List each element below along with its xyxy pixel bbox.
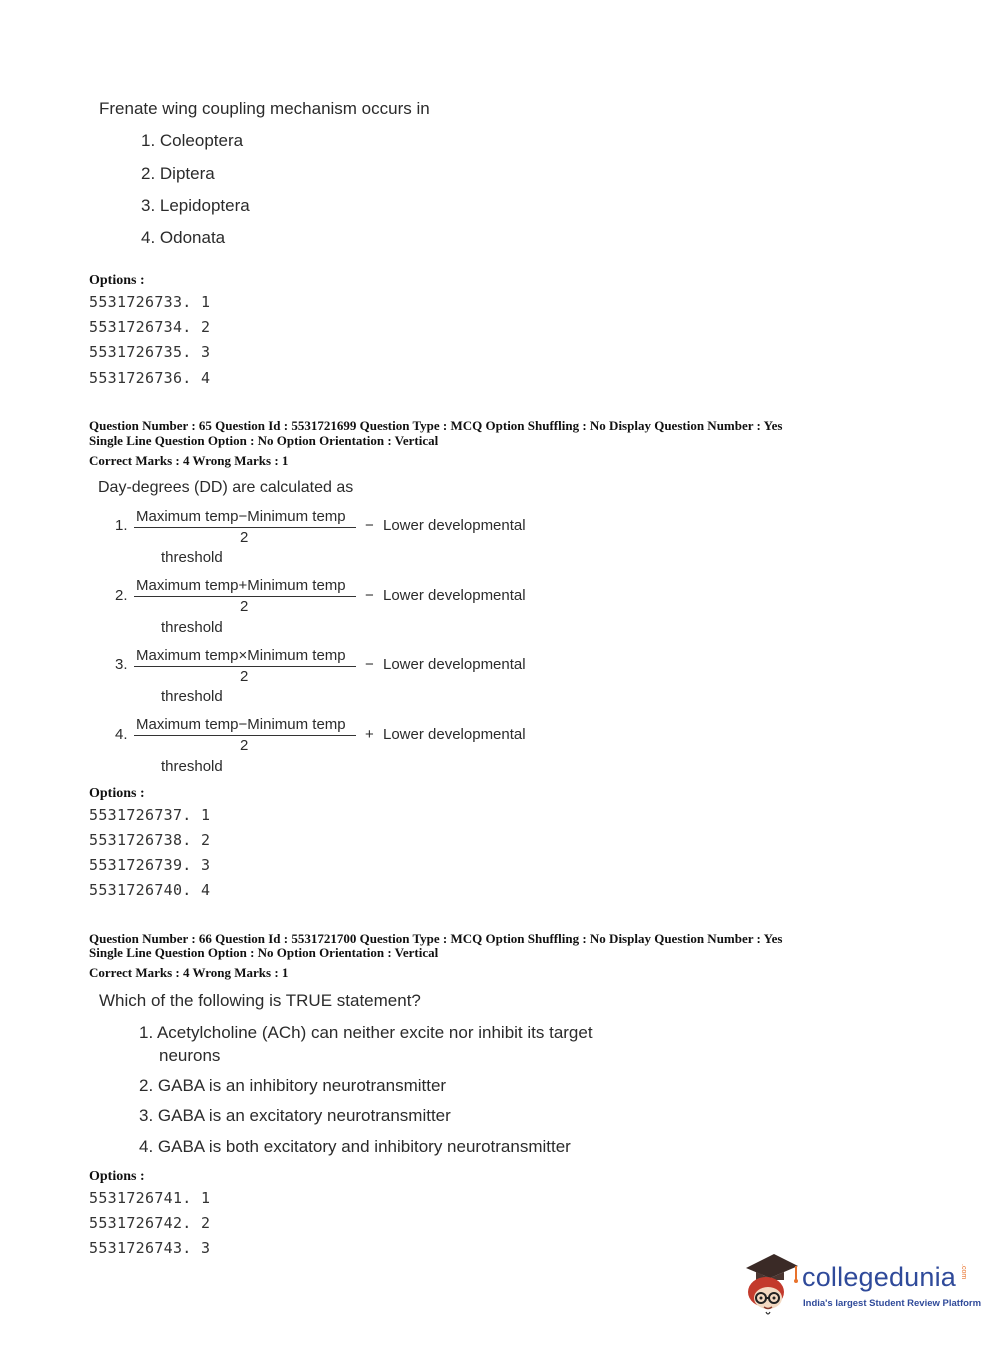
q65-formula-2-denominator: 2: [240, 598, 249, 615]
q65-formula-2-rest: Lower developmental: [383, 587, 526, 604]
q65-option-1: 5531726737. 1: [89, 806, 211, 824]
q66-meta-line-2: Single Line Question Option : No Option Orientation : Vertical: [89, 945, 439, 960]
q64-item-2: 2. Diptera: [141, 164, 215, 183]
q66-meta-line-1: Question Number : 66 Question Id : 5531721700 Question Type : MCQ Option Shuffling : No Display Question Number : Yes: [89, 931, 783, 946]
q65-formula-1-rest: Lower developmental: [383, 517, 526, 534]
q65-formula-3-index: 3.: [115, 656, 128, 673]
q65-formula-4-fraction-bar: [134, 735, 356, 736]
q65-formula-1-numerator: Maximum temp−Minimum temp: [136, 508, 346, 525]
q66-marks: Correct Marks : 4 Wrong Marks : 1: [89, 965, 289, 980]
q66-option-1: 5531726741. 1: [89, 1189, 211, 1207]
q65-formula-1-tail: threshold: [161, 549, 223, 566]
q65-formula-1-fraction-bar: [134, 527, 356, 528]
q64-option-2: 5531726734. 2: [89, 318, 211, 336]
q66-question-text: Which of the following is TRUE statement?: [99, 991, 421, 1010]
q64-item-4: 4. Odonata: [141, 228, 226, 247]
q65-formula-4-sign: +: [365, 726, 374, 743]
q64-options-label: Options :: [89, 273, 145, 288]
q65-formula-3-denominator: 2: [240, 668, 249, 685]
q65-formula-4-denominator: 2: [240, 737, 249, 754]
q65-formula-1-denominator: 2: [240, 529, 249, 546]
q65-formula-1-sign: −: [365, 517, 374, 534]
q66-item-3: 3. GABA is an excitatory neurotransmitter: [139, 1106, 451, 1125]
q65-formula-2-tail: threshold: [161, 619, 223, 636]
q65-question-text: Day-degrees (DD) are calculated as: [98, 479, 354, 496]
q65-formula-2-fraction-bar: [134, 596, 356, 597]
q66-option-2: 5531726742. 2: [89, 1214, 211, 1232]
q64-option-3: 5531726735. 3: [89, 343, 211, 361]
q66-option-3: 5531726743. 3: [89, 1239, 211, 1257]
q65-option-2: 5531726738. 2: [89, 831, 211, 849]
q65-formula-2-sign: −: [365, 587, 374, 604]
mascot-icon: [740, 1250, 800, 1316]
q64-question-text: Frenate wing coupling mechanism occurs in: [99, 99, 430, 118]
q65-formula-3-sign: −: [365, 656, 374, 673]
q65-meta-line-1: Question Number : 65 Question Id : 5531721699 Question Type : MCQ Option Shuffling : No Display Question Number : Yes: [89, 418, 783, 433]
q65-formula-3-tail: threshold: [161, 688, 223, 705]
logo-com: .com: [960, 1264, 967, 1280]
q65-option-4: 5531726740. 4: [89, 881, 211, 899]
q65-formula-2-index: 2.: [115, 587, 128, 604]
collegedunia-logo[interactable]: [738, 1250, 982, 1320]
q66-item-4: 4. GABA is both excitatory and inhibitory neurotransmitter: [139, 1137, 571, 1156]
q65-formula-3-numerator: Maximum temp×Minimum temp: [136, 647, 346, 664]
q64-item-3: 3. Lepidoptera: [141, 196, 250, 215]
q65-formula-3-fraction-bar: [134, 666, 356, 667]
q65-formula-4-numerator: Maximum temp−Minimum temp: [136, 716, 346, 733]
q65-marks: Correct Marks : 4 Wrong Marks : 1: [89, 453, 289, 468]
q66-options-label: Options :: [89, 1169, 145, 1184]
q65-option-3: 5531726739. 3: [89, 856, 211, 874]
q65-formula-1-index: 1.: [115, 517, 128, 534]
logo-wordmark: collegedunia: [802, 1262, 957, 1292]
q64-option-4: 5531726736. 4: [89, 369, 211, 387]
logo-tagline: India's largest Student Review Platform: [803, 1298, 982, 1309]
q66-item-1-line-1: 1. Acetylcholine (ACh) can neither excite nor inhibit its target: [139, 1023, 593, 1042]
q65-formula-4-rest: Lower developmental: [383, 726, 526, 743]
q65-formula-4-index: 4.: [115, 726, 128, 743]
q66-item-2: 2. GABA is an inhibitory neurotransmitter: [139, 1076, 447, 1095]
q65-formula-2-numerator: Maximum temp+Minimum temp: [136, 577, 346, 594]
q64-option-1: 5531726733. 1: [89, 293, 211, 311]
q64-item-1: 1. Coleoptera: [141, 131, 244, 150]
q65-formula-3-rest: Lower developmental: [383, 656, 526, 673]
q65-meta-line-2: Single Line Question Option : No Option Orientation : Vertical: [89, 433, 439, 448]
q65-formula-4-tail: threshold: [161, 758, 223, 775]
q65-options-label: Options :: [89, 786, 145, 801]
q66-item-1-line-2: neurons: [159, 1046, 221, 1065]
